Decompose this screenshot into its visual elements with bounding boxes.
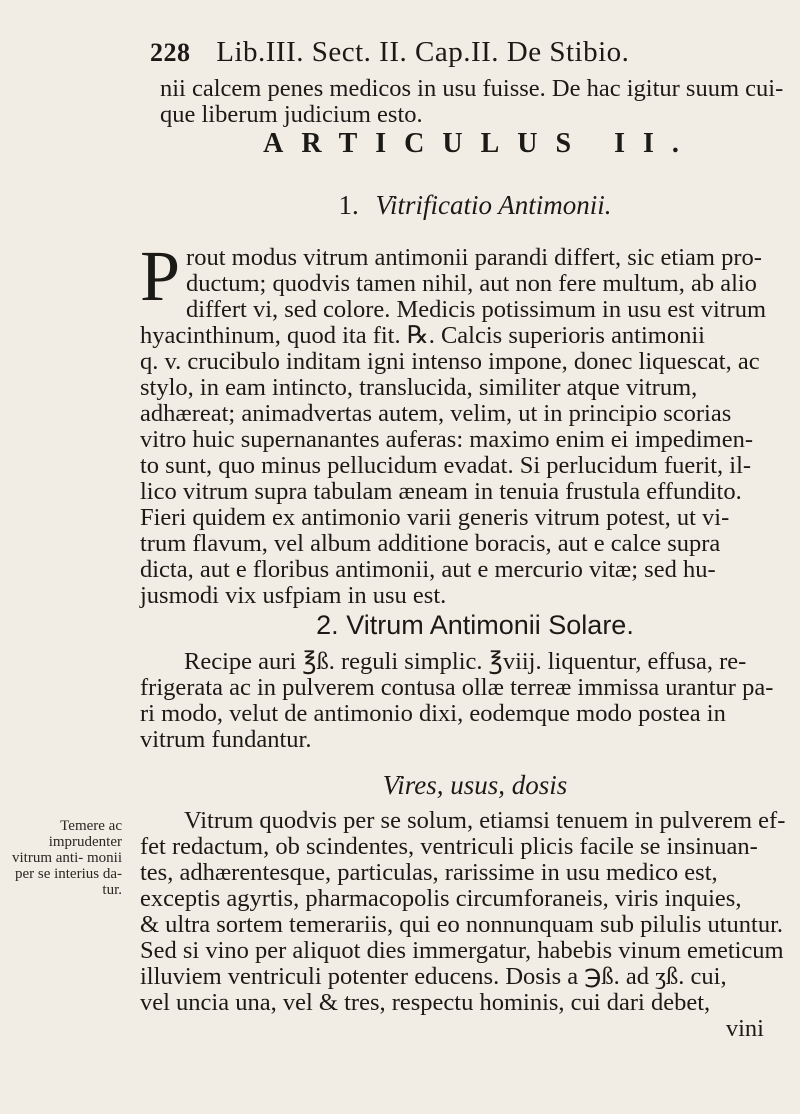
text-line: Fieri quidem ex antimonio varii generis vitrum potest, ut vi-	[140, 504, 730, 531]
text-line: hyacinthinum, quod ita fit. ℞. Calcis superioris antimonii	[140, 322, 705, 349]
margin-note: Temere ac imprudenter vitrum anti- monii per se interius da- tur.	[12, 818, 122, 898]
text-line: Recipe auri ℥ß. reguli simplic. ℥viij. liquentur, effusa, re-	[184, 648, 747, 675]
recipe-paragraph	[140, 650, 800, 754]
section-heading-1	[160, 190, 790, 221]
page-number: 228	[150, 38, 191, 67]
text-line: ri modo, velut de antimonio dixi, eodemque modo postea in	[140, 700, 726, 727]
text-line: dicta, aut e floribus antimonii, aut e mercurio vitæ; sed hu-	[140, 556, 716, 583]
text-line: lico vitrum supra tabulam æneam in tenuia frustula effundito.	[140, 478, 742, 505]
catchword: vini	[725, 1015, 764, 1042]
section-number: 1.	[338, 190, 359, 220]
text-line: q. v. crucibulo inditam igni intenso impone, donec liquescat, ac	[140, 348, 760, 375]
drop-cap: P	[140, 236, 181, 316]
text-line: Vitrum quodvis per se solum, etiamsi tenuem in pulverem ef-	[184, 807, 786, 834]
body-paragraph-1	[140, 236, 800, 609]
text-line: ductum; quodvis tamen nihil, aut non fere multum, ab alio	[186, 270, 757, 297]
article-heading: ARTICULUS II.	[263, 128, 697, 159]
section-title: Vitrificatio Antimonii.	[375, 190, 612, 220]
text-line: frigerata ac in pulverem contusa ollæ terreæ immissa urantur pa-	[140, 674, 774, 701]
text-line: que liberum judicium esto.	[160, 101, 423, 128]
text-line: jusmodi vix usfpiam in usu est.	[140, 582, 447, 609]
text-line: to sunt, quo minus pellucidum evadat. Si perlucidum fuerit, il-	[140, 452, 752, 479]
text-line: rout modus vitrum antimonii parandi differt, sic etiam pro-	[186, 244, 762, 271]
text-line: trum flavum, vel album additione boracis, aut e calce supra	[140, 530, 721, 557]
text-line: vitrum fundantur.	[140, 726, 312, 753]
vires-paragraph	[140, 808, 800, 1042]
text-line: & ultra sortem temerariis, qui eo nonnunquam sub pilulis utuntur.	[140, 911, 784, 938]
intro-paragraph	[160, 76, 790, 128]
text-line: fet redactum, ob scindentes, ventriculi plicis facile se insinuan-	[140, 833, 758, 860]
text-line: stylo, in eam intincto, translucida, similiter atque vitrum,	[140, 374, 698, 401]
text-line: differt vi, sed colore. Medicis potissimum in usu est vitrum	[186, 296, 767, 323]
text-line: Sed si vino per aliquot dies immergatur, habebis vinum emeticum	[140, 937, 784, 964]
section-heading-3: Vires, usus, dosis	[382, 770, 568, 800]
text-line: adhæreat; animadvertas autem, velim, ut in principio scorias	[140, 400, 732, 427]
section-heading-2	[160, 610, 790, 641]
running-title: Lib.III. Sect. II. Cap.II. De Stibio.	[216, 36, 630, 68]
text-line: vitro huic supernanantes auferas: maximo enim ei impedimen-	[140, 426, 753, 453]
text-line: nii calcem penes medicos in usu fuisse. De hac igitur suum cui-	[160, 75, 784, 102]
running-header	[150, 36, 790, 69]
text-line: tes, adhærentesque, particulas, rarissime in usu medico est,	[140, 859, 718, 886]
text-line: vel uncia una, vel & tres, respectu hominis, cui dari debet,	[140, 989, 711, 1016]
text-line: exceptis agyrtis, pharmacopolis circumforaneis, viris inquies,	[140, 885, 742, 912]
section-title: Vitrum Antimonii Solare.	[346, 610, 634, 640]
section-number: 2.	[316, 610, 339, 640]
text-line: illuviem ventriculi potenter educens. Dosis a ℈ß. ad ʒß. cui,	[140, 963, 727, 990]
